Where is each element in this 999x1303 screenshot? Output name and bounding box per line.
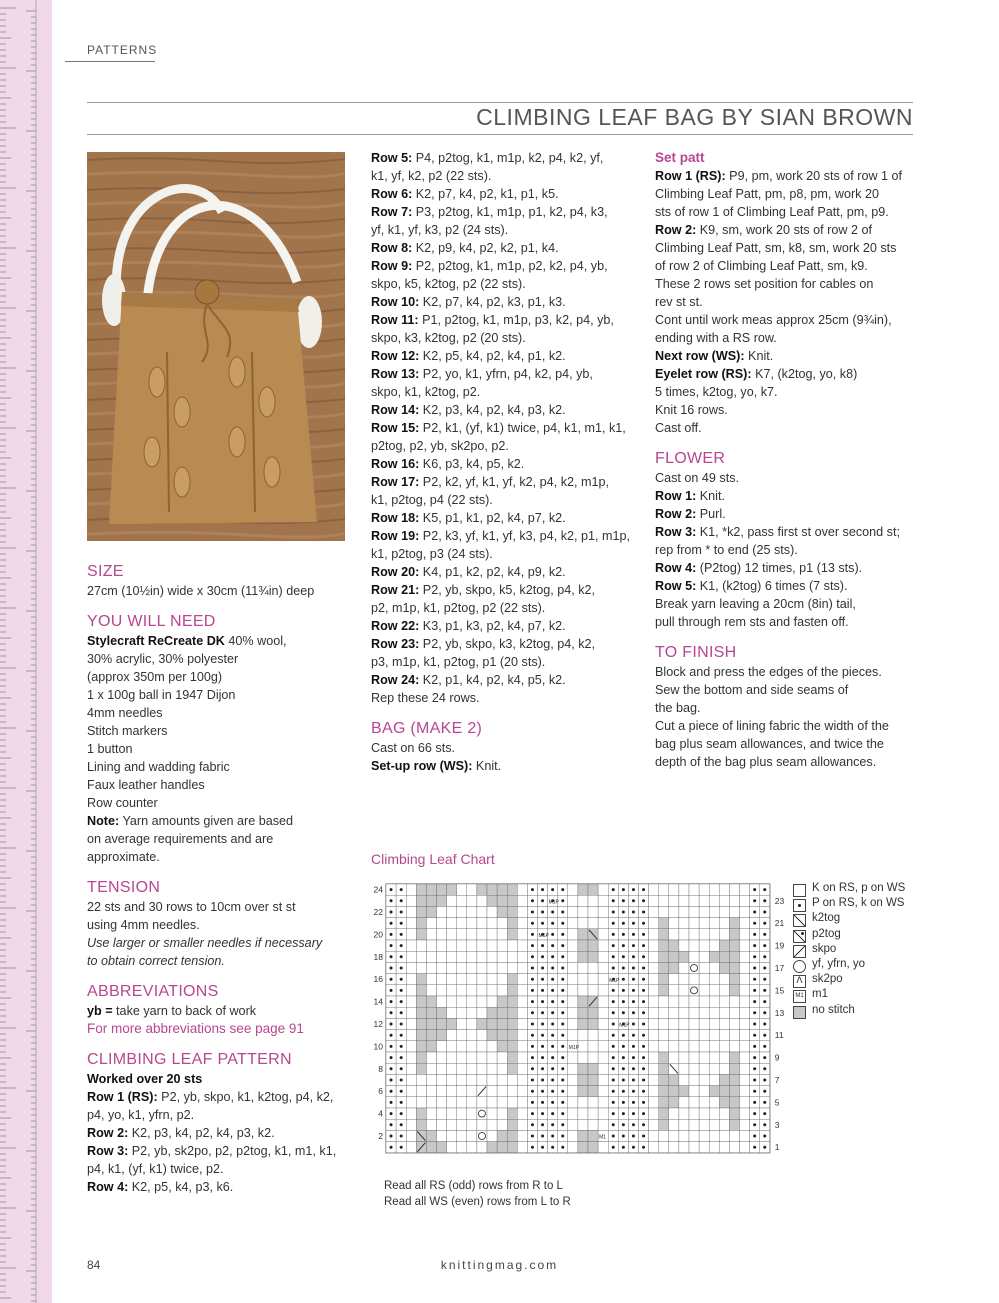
legend-symbol-dot [793, 899, 806, 912]
flower-line: pull through rem sts and fasten off. [655, 615, 849, 629]
legend-label: P on RS, k on WS [812, 897, 905, 910]
flower-heading: FLOWER [655, 450, 726, 467]
set-patt-notes [655, 275, 917, 347]
svg-text:17: 17 [774, 963, 785, 973]
instruction-row [371, 473, 636, 491]
svg-text:3: 3 [774, 1119, 780, 1130]
svg-text:16: 16 [373, 974, 383, 985]
svg-text:19: 19 [774, 940, 785, 951]
instruction-row [371, 275, 636, 293]
legend-symbol-grey [793, 1006, 806, 1019]
setup-row-text: Knit. [472, 759, 502, 773]
chart-title: Climbing Leaf Chart [371, 851, 495, 867]
instruction-row [655, 257, 917, 275]
climbing-leaf-pattern-heading: CLIMBING LEAF PATTERN [87, 1051, 292, 1068]
row-label: Row 6: [371, 187, 413, 201]
svg-text:10: 10 [373, 1041, 383, 1052]
legend-symbol-k2tog [793, 914, 806, 927]
instruction-row [371, 401, 636, 419]
row-label: Row 5: [371, 151, 413, 165]
bag-heading: BAG (MAKE 2) [371, 720, 483, 737]
next-row-label: Next row (WS): [655, 349, 745, 363]
row-text: p2tog, p2, yb, sk2po, p2. [371, 439, 509, 453]
material-item: Faux leather handles [87, 778, 205, 792]
eyelet-row-label: Eyelet row (RS): [655, 367, 752, 381]
legend-label: skpo [812, 942, 837, 955]
svg-text:7: 7 [774, 1075, 780, 1085]
abbr-yb-text: take yarn to back of work [112, 1004, 257, 1018]
row-text: yf, k1, yf, k3, p2 (24 sts). [371, 223, 509, 237]
size-heading: SIZE [87, 563, 124, 580]
instruction-row [655, 523, 917, 541]
svg-text:23: 23 [774, 895, 785, 906]
row-label: Row 12: [371, 349, 420, 363]
instruction-row [655, 185, 917, 203]
instruction-row [371, 617, 636, 635]
instruction-row [371, 257, 636, 275]
flower-rows [655, 487, 917, 595]
next-row [655, 347, 917, 365]
row-text: K2, p3, k4, p2, k4, p3, k2. [128, 1126, 275, 1140]
row-text: p2, m1p, k1, p2tog, p2 (22 sts). [371, 601, 546, 615]
section-tag: PATTERNS [87, 43, 158, 57]
instruction-row [371, 653, 636, 671]
finish-line: Knit 16 rows. [655, 403, 728, 417]
row-label: Row 23: [371, 637, 420, 651]
row-text: K3, p1, k3, p2, k4, p7, k2. [419, 619, 566, 633]
legend-label: p2tog [812, 927, 841, 940]
row-text: k1, p2tog, p3 (24 sts). [371, 547, 493, 561]
row-label: Row 8: [371, 241, 413, 255]
note-text-line: approximate. [87, 850, 160, 864]
finish-line: Cast off. [655, 421, 702, 435]
set-patt-line: Cont until work meas approx 25cm (9¾in), [655, 313, 892, 327]
material-item: 30% acrylic, 30% polyester [87, 652, 239, 666]
instruction-row [87, 1124, 347, 1142]
row-text: K5, p1, k1, p2, k4, p7, k2. [419, 511, 566, 525]
row-text: k1, p2tog, p4 (22 sts). [371, 493, 493, 507]
row-text: K6, p3, k4, p5, k2. [419, 457, 525, 471]
instruction-row [87, 1106, 347, 1124]
instruction-row [371, 239, 636, 257]
worked-over-text: Worked over 20 sts [87, 1072, 203, 1086]
row-text: P2, k1, (yf, k1) twice, p4, k1, m1, k1, [419, 421, 626, 435]
section-tag-underline [65, 61, 155, 62]
to-finish-line: Block and press the edges of the pieces. [655, 665, 882, 679]
tension-heading: TENSION [87, 879, 161, 896]
row-label: Row 10: [371, 295, 420, 309]
row-label: Row 17: [371, 475, 420, 489]
svg-text:18: 18 [373, 951, 383, 962]
instruction-row [655, 541, 917, 559]
instruction-row [371, 203, 636, 221]
svg-text:21: 21 [774, 918, 785, 929]
note-text: Yarn amounts given are based [119, 814, 294, 828]
row-text: P2, yb, sk2po, p2, p2tog, k1, m1, k1, [128, 1144, 337, 1158]
row-label: Row 3: [655, 525, 697, 539]
instruction-row [371, 455, 636, 473]
row-text: Climbing Leaf Patt, sm, k8, sm, work 20 sts [655, 241, 897, 255]
instruction-row [371, 491, 636, 509]
instruction-row [371, 293, 636, 311]
instruction-row [655, 559, 917, 577]
instruction-row [371, 671, 636, 689]
set-patt-line: rev st st. [655, 295, 703, 309]
material-item: Row counter [87, 796, 158, 810]
legend-label: k2tog [812, 912, 841, 925]
row-text: K1, *k2, pass first st over second st; [696, 525, 900, 539]
row-text: of row 2 of Climbing Leaf Patt, sm, k9. [655, 259, 868, 273]
row-label: Row 18: [371, 511, 420, 525]
instruction-row [371, 383, 636, 401]
bag-cast-on: Cast on 66 sts. [371, 741, 455, 755]
row-label: Row 20: [371, 565, 420, 579]
row-label: Row 14: [371, 403, 420, 417]
to-finish-heading: TO FINISH [655, 644, 737, 661]
abbr-yb [87, 1002, 347, 1020]
row-label: Row 1: [655, 489, 697, 503]
svg-text:M1P: M1P [538, 933, 549, 939]
row-label: Row 2: [655, 223, 697, 237]
material-item: Stitch markers [87, 724, 168, 738]
svg-text:14: 14 [373, 996, 383, 1007]
legend-label: yf, yfrn, yo [812, 958, 866, 970]
row-text: P2, k2, yf, k1, yf, k2, p4, k2, m1p, [419, 475, 609, 489]
page-title [87, 104, 913, 131]
title-top-rule [87, 102, 913, 103]
instruction-row [371, 635, 636, 653]
instruction-row [371, 437, 636, 455]
row-label: Row 3: [87, 1144, 129, 1158]
svg-text:M1P: M1P [568, 1045, 580, 1051]
svg-text:12: 12 [373, 1019, 383, 1029]
material-item: 1 button [87, 742, 133, 756]
row-text: k1, yf, k2, p2 (22 sts). [371, 169, 492, 183]
instruction-row [655, 221, 917, 239]
row-text: skpo, k1, k2tog, p2. [371, 385, 481, 399]
chart-note-rs: Read all RS (odd) rows from R to L [384, 1180, 563, 1192]
yarn-line [87, 632, 347, 650]
row-text: skpo, k3, k2tog, p2 (20 sts). [371, 331, 526, 345]
instruction-row [371, 185, 636, 203]
material-item: Lining and wadding fabric [87, 760, 230, 774]
row-text: K2, p1, k4, p2, k4, p5, k2. [419, 673, 566, 687]
row-label: Row 16: [371, 457, 420, 471]
you-will-need-heading: YOU WILL NEED [87, 613, 216, 630]
material-item: 1 x 100g ball in 1947 Dijon [87, 688, 236, 702]
svg-text:5: 5 [774, 1097, 780, 1108]
svg-text:M1: M1 [599, 1134, 607, 1141]
to-finish-line: bag plus seam allowances, and twice the [655, 737, 884, 751]
abbreviations-heading: ABBREVIATIONS [87, 983, 219, 1000]
svg-text:8: 8 [378, 1063, 383, 1074]
row-text: sts of row 1 of Climbing Leaf Patt, pm, p9. [655, 205, 889, 219]
row-text: skpo, k5, k2tog, p2 (22 sts). [371, 277, 526, 291]
svg-text:9: 9 [774, 1052, 780, 1063]
abbr-yb-label: yb = [87, 1004, 113, 1018]
row-text: K2, p7, k4, p2, k1, p1, k5. [412, 187, 559, 201]
row-text: (P2tog) 12 times, p1 (13 sts). [696, 561, 863, 575]
set-patt-rows [655, 167, 917, 275]
svg-text:22: 22 [373, 907, 383, 917]
row-label: Row 2: [87, 1126, 129, 1140]
svg-text:11: 11 [774, 1030, 784, 1041]
tension-advice [87, 934, 347, 970]
instruction-row [87, 1142, 347, 1160]
note-text-line: on average requirements and are [87, 832, 274, 846]
row-text: P2, yb, skpo, k3, k2tog, p4, k2, [419, 637, 596, 651]
tension-advice-line: to obtain correct tension. [87, 954, 225, 968]
instruction-row [371, 365, 636, 383]
svg-text:1: 1 [774, 1142, 780, 1153]
svg-text:13: 13 [774, 1007, 785, 1018]
title-main: CLIMBING LEAF BAG [476, 104, 715, 130]
tension-line: 22 sts and 30 rows to 10cm over st st [87, 900, 296, 914]
legend-label: K on RS, p on WS [812, 882, 906, 894]
instruction-row [371, 527, 636, 545]
eyelet-row [655, 365, 917, 383]
row-text: P1, p2tog, k1, m1p, p3, k2, p4, yb, [418, 313, 614, 327]
material-item: (approx 350m per 100g) [87, 670, 223, 684]
measuring-ruler [0, 0, 52, 1303]
row-text: K1, (k2tog) 6 times (7 sts). [696, 579, 848, 593]
row-text: K9, sm, work 20 sts of row 2 of [696, 223, 872, 237]
row-label: Row 13: [371, 367, 420, 381]
instruction-row [87, 1178, 347, 1196]
set-patt-line: These 2 rows set position for cables on [655, 277, 874, 291]
legend-label: sk2po [812, 973, 843, 986]
instruction-row [87, 1160, 347, 1178]
tension-text [87, 898, 347, 934]
yarn-name: Stylecraft ReCreate DK [87, 634, 225, 648]
row-label: Row 4: [87, 1180, 129, 1194]
legend-label: m1 [812, 988, 828, 1001]
instruction-row [371, 563, 636, 581]
eyelet-row-text-1: K7, (k2tog, yo, k8) [751, 367, 858, 381]
instruction-row [371, 581, 636, 599]
to-finish-text [655, 663, 917, 771]
note-label: Note: [87, 814, 120, 828]
next-row-text: Knit. [744, 349, 774, 363]
to-finish-line: Sew the bottom and side seams of [655, 683, 849, 697]
column-middle [371, 149, 636, 775]
instruction-row [371, 347, 636, 365]
legend-symbol-yo [793, 960, 806, 973]
row-text: P2, yb, skpo, k1, k2tog, p4, k2, [157, 1090, 334, 1104]
yarn-fiber: 40% wool, [224, 634, 287, 648]
title-bottom-rule [87, 134, 913, 135]
svg-text:M1P: M1P [609, 977, 620, 984]
row-text: P3, p2tog, k1, m1p, p1, k2, p4, k3, [412, 205, 608, 219]
worked-over [87, 1070, 347, 1088]
flower-notes [655, 595, 917, 631]
note-continuation [87, 830, 347, 866]
instruction-row [371, 419, 636, 437]
svg-text:M1P: M1P [619, 1022, 630, 1029]
row-text: P2, k3, yf, k1, yf, k3, p4, k2, p1, m1p, [419, 529, 630, 543]
climbing-leaf-chart [370, 880, 790, 1178]
repeat-text: Rep these 24 rows. [371, 691, 480, 705]
website: knittingmag.com [440, 1258, 559, 1272]
row-text: P2, yb, skpo, k5, k2tog, p4, k2, [419, 583, 596, 597]
instruction-row [371, 149, 636, 167]
setup-row-label: Set-up row (WS): [371, 759, 473, 773]
set-patt-line: ending with a RS row. [655, 331, 777, 345]
instruction-row [371, 311, 636, 329]
row-label: Row 15: [371, 421, 420, 435]
flower-cast-on: Cast on 49 sts. [655, 471, 739, 485]
tension-advice-line: Use larger or smaller needles if necessary [87, 936, 323, 950]
legend-symbol-m1: M1 [793, 990, 806, 1003]
column-right [655, 149, 917, 771]
row-label: Row 19: [371, 529, 420, 543]
row-text: p4, yo, k1, yfrn, p2. [87, 1108, 195, 1122]
instruction-row [371, 599, 636, 617]
size-text: 27cm (10½in) wide x 30cm (11¾in) deep [87, 584, 315, 598]
title-by: BY SIAN BROWN [714, 104, 913, 130]
instruction-row [87, 1088, 347, 1106]
row-label: Row 21: [371, 583, 420, 597]
setup-row [371, 757, 636, 775]
row-text: K2, p7, k4, p2, k3, p1, k3. [419, 295, 566, 309]
to-finish-line: Cut a piece of lining fabric the width of the [655, 719, 889, 733]
svg-text:4: 4 [378, 1108, 383, 1119]
row-text: rep from * to end (25 sts). [655, 543, 798, 557]
materials-list [87, 650, 347, 812]
tension-line: using 4mm needles. [87, 918, 200, 932]
finish-bag-lines [655, 401, 917, 437]
svg-text:2: 2 [378, 1131, 383, 1141]
column-left [87, 562, 347, 1196]
to-finish-line: depth of the bag plus seam allowances. [655, 755, 877, 769]
flower-line: Break yarn leaving a 20cm (8in) tail, [655, 597, 856, 611]
to-finish-line: the bag. [655, 701, 701, 715]
instruction-row [655, 167, 917, 185]
row-label: Row 9: [371, 259, 413, 273]
legend-symbol-skpo [793, 945, 806, 958]
svg-text:20: 20 [373, 929, 383, 940]
pattern-rows-5-24 [371, 149, 636, 689]
row-text: P9, pm, work 20 sts of row 1 of [725, 169, 903, 183]
material-item: 4mm needles [87, 706, 163, 720]
row-text: p3, m1p, k1, p2tog, p1 (20 sts). [371, 655, 546, 669]
row-label: Row 1 (RS): [655, 169, 726, 183]
note-line [87, 812, 347, 830]
instruction-row [655, 203, 917, 221]
svg-text:M1P: M1P [548, 899, 559, 906]
row-text: Climbing Leaf Patt, pm, p8, pm, work 20 [655, 187, 879, 201]
eyelet-row-text-2: 5 times, k2tog, yo, k7. [655, 385, 778, 399]
row-text: Purl. [696, 507, 726, 521]
row-text: K2, p9, k4, p2, k2, p1, k4. [412, 241, 559, 255]
ruler-ticks [0, 0, 52, 1303]
instruction-row [655, 487, 917, 505]
row-label: Row 24: [371, 673, 420, 687]
legend-label: no stitch [812, 1003, 855, 1016]
instruction-row [655, 239, 917, 257]
svg-text:6: 6 [378, 1086, 383, 1097]
chart-note-ws: Read all WS (even) rows from L to R [384, 1196, 571, 1208]
svg-text:24: 24 [373, 884, 383, 895]
instruction-row [655, 505, 917, 523]
more-abbreviations-link: For more abbreviations see page 91 [87, 1021, 304, 1036]
row-text: P4, p2tog, k1, m1p, k2, p4, k2, yf, [412, 151, 604, 165]
row-text: P2, p2tog, k1, m1p, p2, k2, p4, yb, [412, 259, 608, 273]
row-label: Row 7: [371, 205, 413, 219]
instruction-row [371, 545, 636, 563]
svg-text:15: 15 [774, 985, 785, 996]
pattern-rows-1-4 [87, 1088, 347, 1196]
legend-symbol-blank [793, 884, 806, 897]
legend-symbol-p2tog [793, 930, 806, 943]
instruction-row [371, 167, 636, 185]
row-text: Knit. [696, 489, 725, 503]
set-patt-heading: Set patt [655, 150, 705, 165]
instruction-row [371, 509, 636, 527]
row-text: K2, p3, k4, p2, k4, p3, k2. [419, 403, 566, 417]
row-text: P2, yo, k1, yfrn, p4, k2, p4, yb, [419, 367, 593, 381]
row-text: K2, p5, k4, p2, k4, p1, k2. [419, 349, 566, 363]
instruction-row [655, 577, 917, 595]
instruction-row [371, 329, 636, 347]
row-label: Row 5: [655, 579, 697, 593]
row-label: Row 2: [655, 507, 697, 521]
page-number: 84 [87, 1258, 101, 1272]
row-label: Row 22: [371, 619, 420, 633]
row-text: K2, p5, k4, p3, k6. [128, 1180, 234, 1194]
row-label: Row 1 (RS): [87, 1090, 158, 1104]
legend-symbol-sk2po: Λ [793, 975, 806, 988]
row-label: Row 4: [655, 561, 697, 575]
instruction-row [371, 221, 636, 239]
row-text: p4, k1, (yf, k1) twice, p2. [87, 1162, 224, 1176]
bag-photo [87, 152, 345, 541]
row-label: Row 11: [371, 313, 419, 327]
row-text: K4, p1, k2, p2, k4, p9, k2. [419, 565, 566, 579]
